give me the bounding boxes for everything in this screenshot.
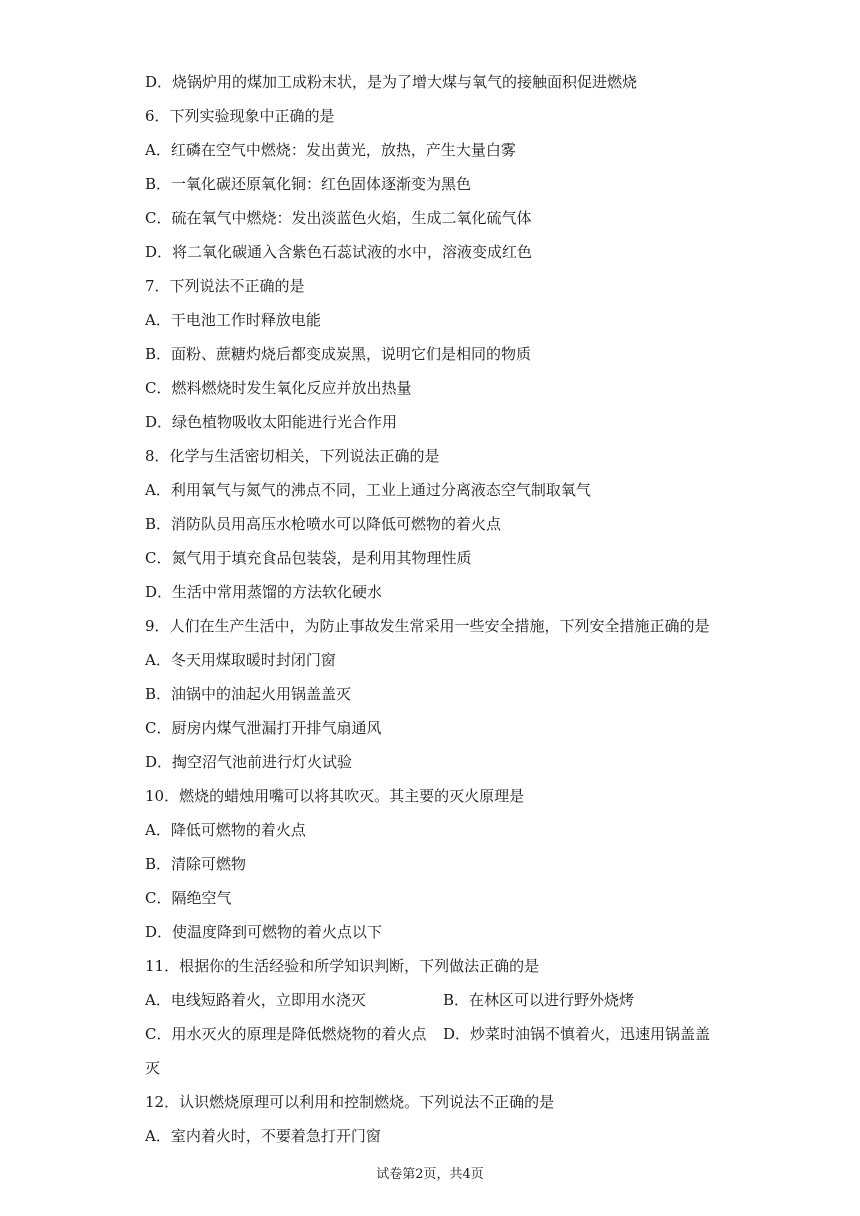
q10-option-b: B．清除可燃物	[145, 855, 247, 873]
q8-option-d: D．生活中常用蒸馏的方法软化硬水	[145, 583, 383, 601]
q7-option-d: D．绿色植物吸收太阳能进行光合作用	[145, 413, 398, 431]
q12-option-a: A．室内着火时，不要着急打开门窗	[145, 1127, 381, 1145]
q6-stem: 6．下列实验现象中正确的是	[145, 107, 335, 125]
q8-option-b: B．消防队员用高压水枪喷水可以降低可燃物的着火点	[145, 515, 502, 533]
q6-option-c: C．硫在氧气中燃烧：发出淡蓝色火焰，生成二氧化硫气体	[145, 209, 532, 227]
q7-option-a: A．干电池工作时释放电能	[145, 311, 321, 329]
q6-option-b: B．一氧化碳还原氧化铜：红色固体逐渐变为黑色	[145, 175, 472, 193]
q5-option-d: D．烧锅炉用的煤加工成粉末状，是为了增大煤与氧气的接触面积促进燃烧	[145, 73, 638, 91]
q11-option-b: B．在林区可以进行野外烧烤	[443, 991, 635, 1009]
q10-stem: 10．燃烧的蜡烛用嘴可以将其吹灭。其主要的灭火原理是	[145, 787, 525, 805]
q9-option-b: B．油锅中的油起火用锅盖盖灭	[145, 685, 352, 703]
q6-option-d: D．将二氧化碳通入含紫色石蕊试液的水中，溶液变成红色	[145, 243, 533, 261]
q11-option-d-continued: 灭	[145, 1059, 161, 1077]
q9-stem: 9．人们在生产生活中，为防止事故发生常采用一些安全措施，下列安全措施正确的是	[145, 617, 710, 635]
q11-stem: 11．根据你的生活经验和所学知识判断，下列做法正确的是	[145, 957, 540, 975]
q11-option-c: C．用水灭火的原理是降低燃烧物的着火点	[145, 1025, 427, 1043]
q10-option-a: A．降低可燃物的着火点	[145, 821, 306, 839]
q12-stem: 12．认识燃烧原理可以利用和控制燃烧。下列说法不正确的是	[145, 1093, 555, 1111]
q11-option-a: A．电线短路着火，立即用水浇灭	[145, 991, 366, 1009]
q8-option-a: A．利用氧气与氮气的沸点不同，工业上通过分离液态空气制取氧气	[145, 481, 591, 499]
q8-option-c: C．氮气用于填充食品包装袋，是利用其物理性质	[145, 549, 472, 567]
q9-option-d: D．掏空沼气池前进行灯火试验	[145, 753, 353, 771]
q9-option-c: C．厨房内煤气泄漏打开排气扇通风	[145, 719, 382, 737]
q8-stem: 8．化学与生活密切相关，下列说法正确的是	[145, 447, 440, 465]
q6-option-a: A．红磷在空气中燃烧：发出黄光，放热，产生大量白雾	[145, 141, 516, 159]
q7-option-c: C．燃料燃烧时发生氧化反应并放出热量	[145, 379, 412, 397]
q10-option-d: D．使温度降到可燃物的着火点以下	[145, 923, 383, 941]
q10-option-c: C．隔绝空气	[145, 889, 232, 907]
q7-stem: 7．下列说法不正确的是	[145, 277, 305, 295]
q9-option-a: A．冬天用煤取暖时封闭门窗	[145, 651, 336, 669]
q11-option-d: D．炒菜时油锅不慎着火，迅速用锅盖盖	[443, 1025, 711, 1043]
q7-option-b: B．面粉、蔗糖灼烧后都变成炭黑，说明它们是相同的物质	[145, 345, 532, 363]
page-footer: 试卷第2页，共4页	[376, 1167, 484, 1182]
